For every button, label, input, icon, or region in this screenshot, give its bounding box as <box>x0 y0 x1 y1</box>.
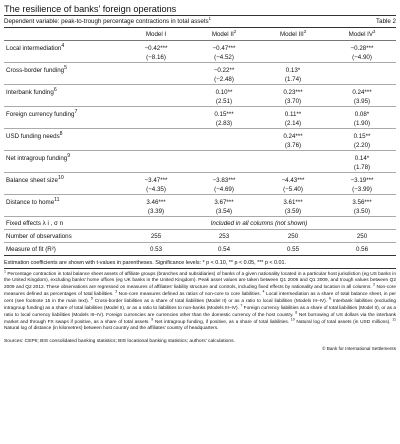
coefficient-cell: −0.42*** <box>144 44 168 52</box>
t-value-cell: (3.50) <box>328 207 396 217</box>
fixed-effects-note: Included in all columns (not shown) <box>122 217 396 230</box>
t-value-row <box>4 119 396 129</box>
t-value-cell <box>122 163 190 173</box>
coefficient-cell <box>122 151 190 164</box>
t-value-label-blank <box>4 97 122 107</box>
t-value-cell <box>122 75 190 85</box>
t-value-row <box>4 141 396 151</box>
copyright-line: © Bank for International Settlements <box>322 345 396 351</box>
coefficient-cell: 3.67*** <box>214 198 234 206</box>
t-value-cell: (1.78) <box>328 163 396 173</box>
coefficient-cell: −3.47*** <box>144 176 168 184</box>
t-value-cell: (−2.48) <box>190 75 258 85</box>
dependent-variable-label: Dependent variable: peak-to-trough percentage contractions in total assets$^1$ <box>4 15 211 25</box>
coefficient-cell <box>190 151 258 164</box>
t-value-cell: (3.54) <box>190 207 258 217</box>
coefficient-cell: −0.28*** <box>350 44 374 52</box>
coefficient-cell: −4.43*** <box>281 176 305 184</box>
coefficient-cell: −0.22** <box>213 66 235 74</box>
coefficient-row <box>4 85 396 98</box>
coefficient-cell <box>122 63 190 76</box>
footnote-item: $^1$ Percentage contraction in total balance sheet assets of affiliate groups (branches and subsidiaries) of banks of a given nationality located in a particular host jurisdiction (eg US banks in the United Kingdom), excluding banks' home offices (eg UK banks in the United Kingdom). Peak asset values are taken between Q1 2006 and Q1 2009, and trough values between Q2 2009 and Q2 2012. These observations are regressed on measures of affiliates' liability structure and controls, including fixed effects by nationality and location in all columns. <box>4 269 396 290</box>
coefficient-row <box>4 41 396 54</box>
coefficient-cell: 0.08* <box>354 110 370 118</box>
t-value-label-blank <box>4 141 122 151</box>
t-value-cell: (2.20) <box>328 141 396 151</box>
variable-label: Balance sheet size$^{10}$ <box>6 175 64 185</box>
t-value-cell: (2.14) <box>258 119 328 129</box>
fit-label: Measure of fit (R²) <box>4 243 122 256</box>
t-value-row <box>4 207 396 217</box>
coefficient-cell: 3.61*** <box>283 198 303 206</box>
footnote-item: $^3$ Non-core measures defined as ratios of non-core to core liabilities. <box>115 289 263 297</box>
fit-cell: 0.55 <box>258 243 328 256</box>
coefficient-row <box>4 129 396 142</box>
header-model-3: Model III$^3$ <box>258 28 328 41</box>
coefficient-cell: 0.24*** <box>283 132 303 140</box>
table-subheader <box>4 16 396 27</box>
variable-label: Cross-border funding$^5$ <box>6 65 67 75</box>
coefficient-cell: 3.56*** <box>352 198 372 206</box>
coefficient-cell: 0.15** <box>353 132 371 140</box>
variable-label: Interbank funding$^6$ <box>6 87 57 97</box>
fit-row <box>4 243 396 256</box>
footnote-item: $^8$ Net borrowing of US dollars via the interbank market and through FX swaps if positive, as a share of total assets. <box>4 310 396 325</box>
t-value-cell: (−4.35) <box>122 185 190 195</box>
coefficient-cell: −3.83*** <box>212 176 236 184</box>
t-value-cell <box>258 53 328 63</box>
t-value-label-blank <box>4 185 122 195</box>
footnote-item: $^4$ Local intermediation as a share of total balance sheet, in per cent (see footnote 15 in the main text). <box>4 289 396 304</box>
coefficient-cell: 0.13* <box>285 66 301 74</box>
fit-cell: 0.54 <box>190 243 258 256</box>
coefficient-cell: −3.19*** <box>350 176 374 184</box>
t-value-cell: (−4.52) <box>190 53 258 63</box>
footnote-item: $^6$ Interbank liabilities (excluding intragroup funding) as a share of total liabilities (Model II), or as a ratio to liabilities to non-banks (Models III–IV). <box>4 296 396 311</box>
footnote-item: $^2$ Non-core measures defined as percentages of total liabilities. <box>4 282 397 297</box>
t-value-cell: (3.95) <box>328 97 396 107</box>
t-value-cell: (2.51) <box>190 97 258 107</box>
estimation-note: Estimation coefficients are shown with t-values in parentheses. Significance levels: * p < 0.10, ** p < 0.05, *** p < 0.01. <box>4 260 287 266</box>
fit-cell: 0.56 <box>328 243 396 256</box>
coefficient-row <box>4 195 396 208</box>
coefficient-cell: 3.46*** <box>146 198 166 206</box>
t-value-cell <box>122 119 190 129</box>
coefficient-cell <box>258 151 328 164</box>
coefficient-row <box>4 173 396 186</box>
variable-label: Foreign currency funding$^7$ <box>6 109 78 119</box>
t-value-cell <box>328 75 396 85</box>
notes-rule <box>4 268 396 269</box>
coefficient-cell <box>258 41 328 54</box>
coefficient-cell <box>190 129 258 142</box>
t-value-cell <box>190 163 258 173</box>
t-value-row <box>4 163 396 173</box>
observations-cell: 255 <box>122 230 190 243</box>
t-value-cell: (3.59) <box>258 207 328 217</box>
header-model-4: Model $IV^3$ <box>328 28 396 41</box>
t-value-cell: (−4.90) <box>328 53 396 63</box>
t-value-cell: (−5.40) <box>258 185 328 195</box>
document-page <box>4 0 397 351</box>
header-model-1: Model I <box>122 28 190 41</box>
variable-label: Net intragroup funding$^9$ <box>6 153 71 163</box>
t-value-cell <box>122 97 190 107</box>
coefficient-cell: 0.14* <box>354 154 370 162</box>
t-value-cell: (3.70) <box>258 97 328 107</box>
t-value-cell <box>258 163 328 173</box>
variable-label: Distance to home$^{11}$ <box>6 197 60 207</box>
sources-line: Sources: CEPII; BIS consolidated banking statistics; BIS locational banking statistics; authors' calculations. <box>4 338 235 344</box>
coefficient-cell <box>122 107 190 120</box>
footnote-item: $^9$ Net intragroup funding, if positive, as a share of total liabilities. <box>151 317 291 325</box>
coefficient-cell: 0.11** <box>284 110 302 118</box>
coefficient-cell: 0.15*** <box>214 110 234 118</box>
t-value-cell: (1.90) <box>328 119 396 129</box>
t-value-cell: (−8.16) <box>122 53 190 63</box>
t-value-row <box>4 75 396 85</box>
variable-label: USD funding needs$^8$ <box>6 131 63 141</box>
t-value-row <box>4 53 396 63</box>
regression-table <box>4 28 396 256</box>
t-value-row <box>4 97 396 107</box>
page-title: The resilience of banks’ foreign operations <box>4 4 177 14</box>
t-value-label-blank <box>4 163 122 173</box>
t-value-cell: (3.76) <box>258 141 328 151</box>
coefficient-cell: 0.10** <box>215 88 233 96</box>
coefficient-cell <box>328 63 396 76</box>
observations-cell: 253 <box>190 230 258 243</box>
table-label: Table 2 <box>376 18 396 25</box>
t-value-row <box>4 185 396 195</box>
footnote-item: $^{11}$ Natural log of distance (in kilometres) between host country and the affiliates' country of headquarters. <box>4 317 396 332</box>
t-value-cell: (3.39) <box>122 207 190 217</box>
footnote-item: $^7$ Foreign currency liabilities as a share of total liabilities (Model II), or as a ratio to local currency liabilities (Models III–IV). Foreign currencies are currencies other than the domestic currency of the host country. <box>4 303 396 318</box>
t-value-label-blank <box>4 53 122 63</box>
t-value-cell <box>122 141 190 151</box>
footnote-item: $^5$ Cross-border liabilities as a share of total liabilities (Model II) or as a ratio to local liabilities (Models III–IV). <box>90 296 329 304</box>
coefficient-row <box>4 107 396 120</box>
column-header-row <box>4 28 396 41</box>
observations-row <box>4 230 396 243</box>
fixed-effects-row <box>4 217 396 230</box>
fit-cell: 0.53 <box>122 243 190 256</box>
fixed-effects-label: Fixed effects λ i , σ n <box>4 217 122 230</box>
observations-label: Number of observations <box>4 230 122 243</box>
coefficient-cell <box>122 85 190 98</box>
coefficient-cell: 0.24*** <box>352 88 372 96</box>
t-value-label-blank <box>4 75 122 85</box>
t-value-cell: (−3.99) <box>328 185 396 195</box>
coefficient-row <box>4 63 396 76</box>
header-blank <box>4 28 122 41</box>
coefficient-row <box>4 151 396 164</box>
t-value-cell: (2.83) <box>190 119 258 129</box>
t-value-cell: (1.74) <box>258 75 328 85</box>
t-value-cell <box>190 141 258 151</box>
coefficient-cell: 0.23*** <box>283 88 303 96</box>
t-value-label-blank <box>4 207 122 217</box>
coefficient-cell <box>122 129 190 142</box>
observations-cell: 250 <box>258 230 328 243</box>
header-model-2: Model $II^2$ <box>190 28 258 41</box>
t-value-cell: (−4.69) <box>190 185 258 195</box>
observations-cell: 250 <box>328 230 396 243</box>
t-value-label-blank <box>4 119 122 129</box>
variable-label: Local intermediation$^4$ <box>6 43 65 53</box>
coefficient-cell: −0.47*** <box>212 44 236 52</box>
footnotes <box>4 271 396 333</box>
footnote-item: $^{10}$ Natural log of total assets (in USD millions). <box>290 317 393 325</box>
